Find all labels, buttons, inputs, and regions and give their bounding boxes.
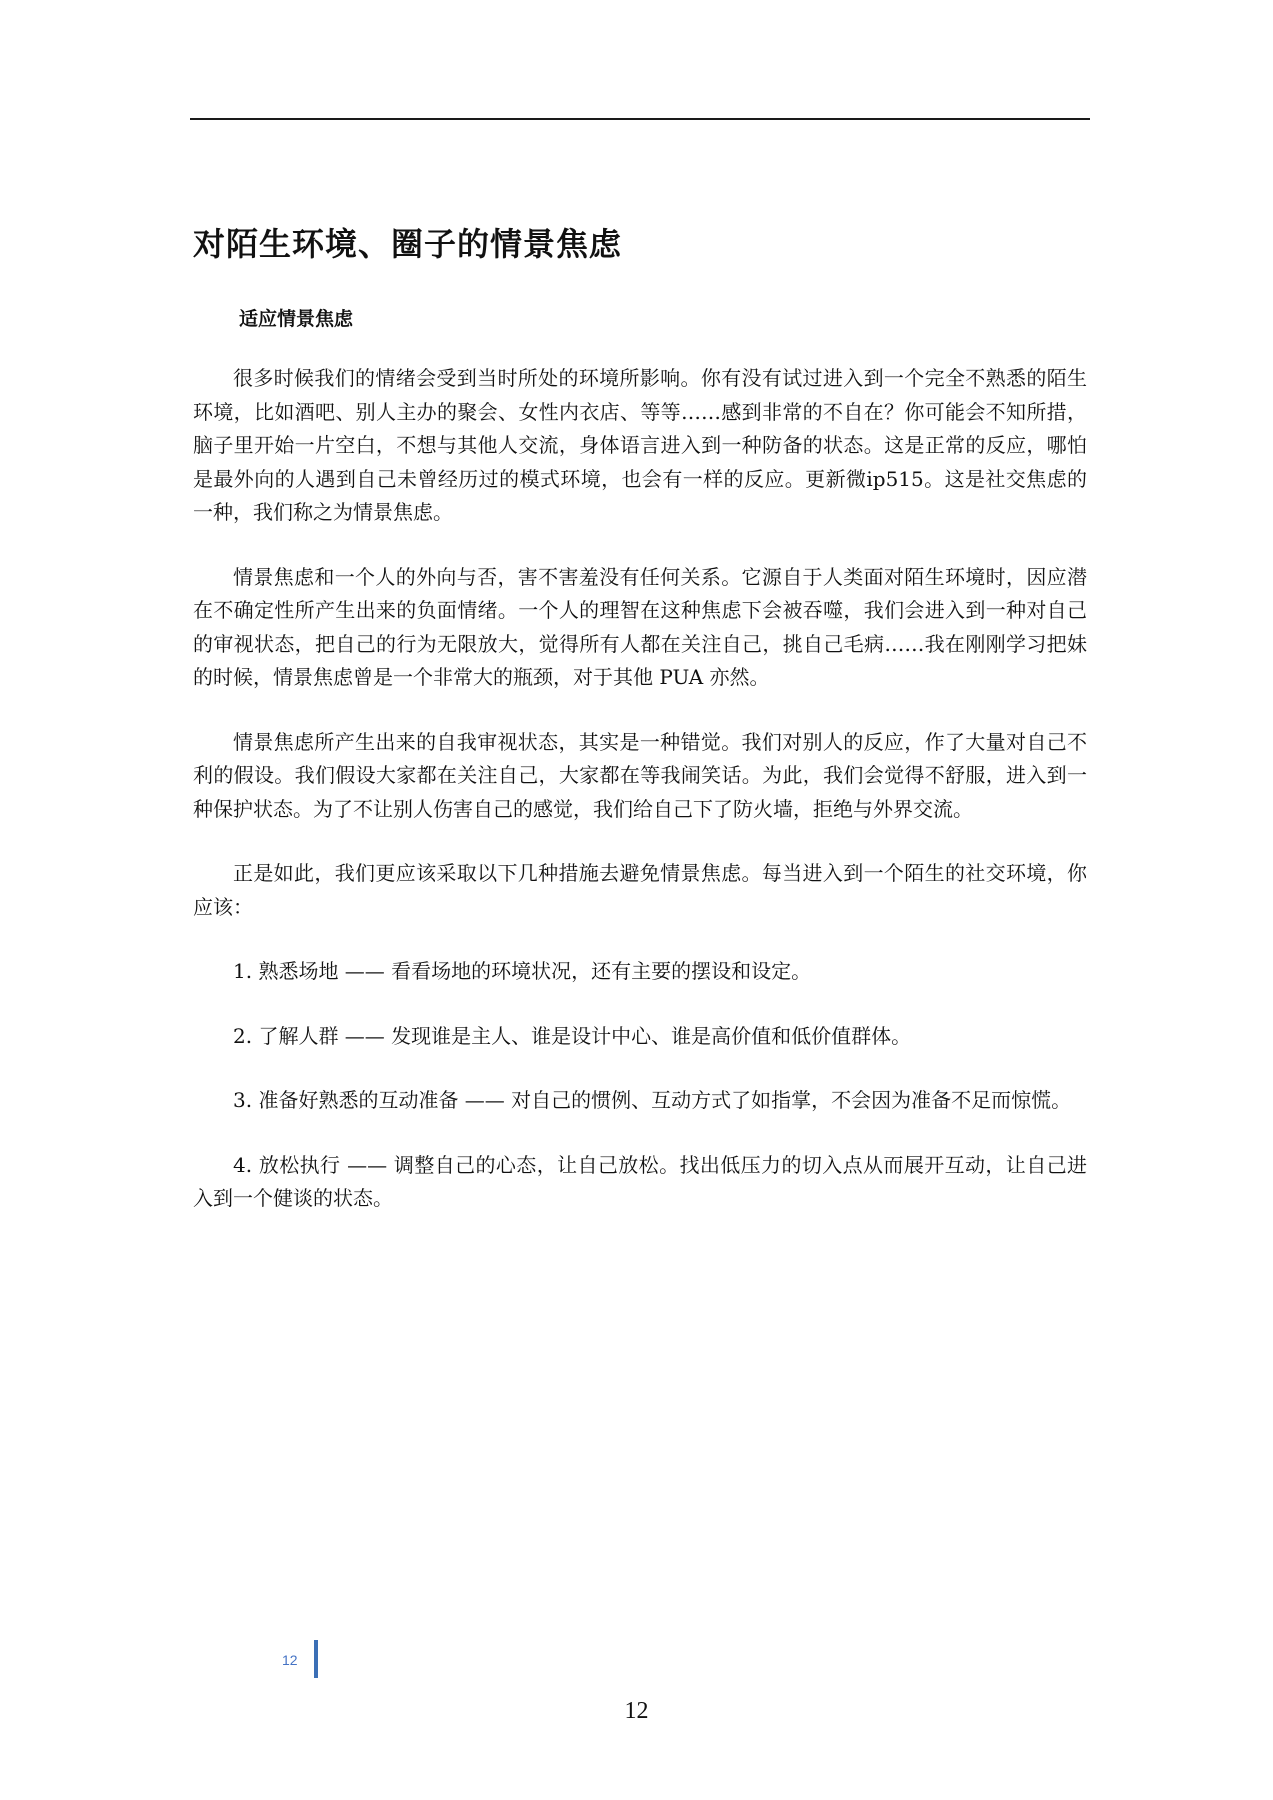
body-paragraph: 很多时候我们的情绪会受到当时所处的环境所影响。你有没有试过进入到一个完全不熟悉的陌生环境，比如酒吧、别人主办的聚会、女性内衣店、等等……感到非常的不自在？你可能会不知所措，脑子里开始一片空白，不想与其他人交流，身体语言进入到一种防备的状态。这是正常的反应，哪怕是最外向的人遇到自己未曾经历过的模式环境，也会有一样的反应。更新微ip515。这是社交焦虑的一种，我们称之为情景焦虑。 [193, 366, 1087, 524]
footer-page-number-small: 12 [282, 1652, 298, 1668]
numbered-list [193, 955, 1087, 1216]
list-item: 2. 了解人群 —— 发现谁是主人、谁是设计中心、谁是高价值和低价值群体。 [233, 1023, 912, 1048]
page-content [193, 222, 1087, 1247]
page-number: 12 [624, 1698, 649, 1724]
footer-accent-bar [314, 1640, 318, 1678]
chapter-title: 对陌生环境、圈子的情景焦虑 [193, 225, 623, 263]
header-rule [190, 118, 1090, 120]
body-paragraph: 正是如此，我们更应该采取以下几种措施去避免情景焦虑。每当进入到一个陌生的社交环境，你应该： [193, 861, 1087, 919]
section-title: 适应情景焦虑 [239, 308, 354, 330]
body-paragraph: 情景焦虑和一个人的外向与否，害不害羞没有任何关系。它源自于人类面对陌生环境时，因应潜在不确定性所产生出来的负面情绪。一个人的理智在这种焦虑下会被吞噬，我们会进入到一种对自己的审视状态，把自己的行为无限放大，觉得所有人都在关注自己，挑自己毛病……我在刚刚学习把妹的时候，情景焦虑曾是一个非常大的瓶颈，对于其他 PUA 亦然。 [193, 564, 1087, 689]
list-item: 4. 放松执行 —— 调整自己的心态，让自己放松。找出低压力的切入点从而展开互动，让自己进入到一个健谈的状态。 [193, 1152, 1087, 1210]
body-paragraph: 情景焦虑所产生出来的自我审视状态，其实是一种错觉。我们对别人的反应，作了大量对自己不利的假设。我们假设大家都在关注自己，大家都在等我闹笑话。为此，我们会觉得不舒服，进入到一种保护状态。为了不让别人伤害自己的感觉，我们给自己下了防火墙，拒绝与外界交流。 [193, 729, 1087, 821]
list-item: 3. 准备好熟悉的互动准备 —— 对自己的惯例、互动方式了如指掌，不会因为准备不足而惊慌。 [233, 1088, 1072, 1112]
list-item: 1. 熟悉场地 —— 看看场地的环境状况，还有主要的摆设和设定。 [233, 959, 812, 983]
